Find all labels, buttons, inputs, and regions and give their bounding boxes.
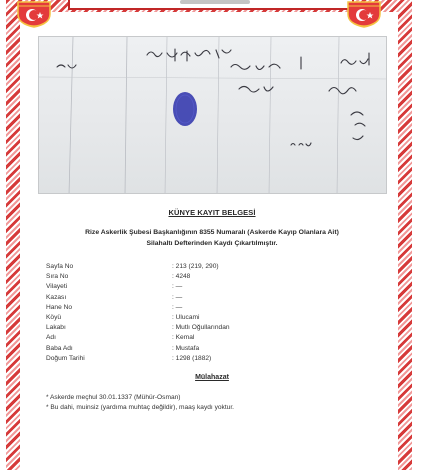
field-row: [46, 293, 384, 303]
field-label: Kazası: [46, 293, 67, 301]
field-row: [46, 282, 384, 292]
document-title: KÜNYE KAYIT BELGESİ: [168, 208, 256, 217]
field-value: : Kemal: [172, 334, 195, 342]
document-subtitle: [40, 227, 384, 249]
field-label: Vilayeti: [46, 283, 68, 291]
top-banner: [68, 0, 354, 10]
field-value: : 1298 (1882): [172, 354, 212, 362]
document-body: [40, 196, 384, 414]
field-row: [46, 303, 384, 313]
field-row: [46, 354, 384, 364]
field-label: Doğum Tarihi: [46, 354, 85, 362]
field-row: [46, 262, 384, 272]
notes-list: [46, 393, 384, 414]
field-label: Lakabı: [46, 324, 66, 332]
field-value: : —: [172, 303, 183, 311]
field-value: : Ulucami: [172, 313, 200, 321]
field-label: Köyü: [46, 313, 62, 321]
field-row: [46, 272, 384, 282]
seal-icon: [173, 92, 197, 126]
field-value: : —: [172, 283, 183, 291]
field-label: Adı: [46, 334, 56, 342]
notes-title: Mülahazat: [195, 373, 229, 381]
ottoman-register-image: [38, 36, 387, 194]
field-row: [46, 323, 384, 333]
field-value: : Mustafa: [172, 344, 200, 352]
field-row: [46, 313, 384, 323]
note-item: * Askerde meçhul 30.01.1337 (Mühür-Osman): [46, 393, 181, 401]
field-value: : 213 (219, 290): [172, 263, 219, 270]
crescent-star-emblem-icon: [14, 0, 54, 28]
field-value: : —: [172, 293, 183, 301]
banner-text: [180, 0, 250, 4]
subtitle-line-2: Silahaltı Defterinden Kaydı Çıkartılmıştır.: [146, 240, 278, 247]
note-item: * Bu dahi, muinsiz (yardıma muhtaç değildir), maaş kaydı yoktur.: [46, 404, 234, 412]
record-fields: [46, 262, 384, 364]
field-label: Sıra No: [46, 273, 69, 281]
field-value: : Mutlı Oğullarından: [172, 324, 230, 332]
field-label: Sayfa No: [46, 263, 74, 270]
field-value: : 4248: [172, 273, 191, 281]
subtitle-line-1: Rize Askerlik Şubesi Başkanlığının 8355 Numaralı (Askerde Kayıp Olanlara Ait): [85, 229, 339, 236]
field-label: Baba Adı: [46, 344, 73, 352]
field-row: [46, 344, 384, 354]
field-label: Hane No: [46, 303, 73, 311]
field-row: [46, 333, 384, 343]
crescent-star-emblem-icon: [344, 0, 384, 28]
